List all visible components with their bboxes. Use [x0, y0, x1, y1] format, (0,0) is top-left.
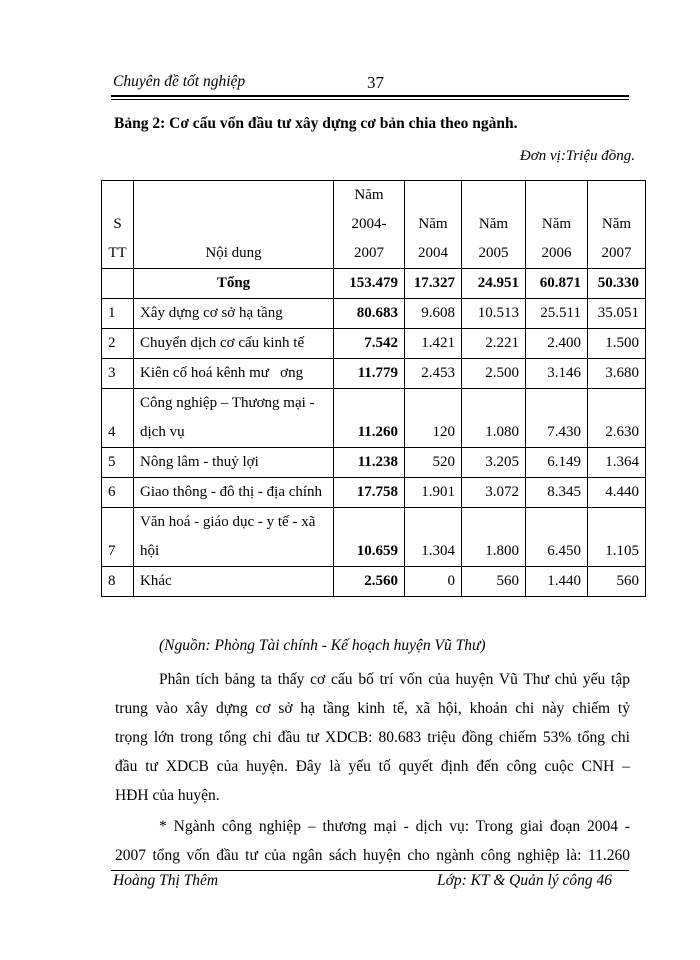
row-total: 2.560 — [334, 567, 405, 597]
footer-rule — [111, 870, 629, 871]
row-2005: 560 — [462, 567, 526, 597]
row-content: Xây dựng cơ sở hạ tầng — [134, 299, 334, 329]
row-2007: 560 — [588, 567, 646, 597]
table-row — [102, 567, 646, 597]
row-2006: 8.345 — [526, 478, 588, 508]
table-row — [102, 299, 646, 329]
row-total: 17.758 — [334, 478, 405, 508]
row-2006: 2.400 — [526, 329, 588, 359]
row-2005: 2.500 — [462, 359, 526, 389]
row-2006: 6.149 — [526, 448, 588, 478]
row-content: Khác — [134, 567, 334, 597]
row-2004: 1.901 — [405, 478, 462, 508]
table-row — [102, 448, 646, 478]
row-2007: 1.500 — [588, 329, 646, 359]
row-stt: 3 — [102, 359, 134, 389]
row-2004: 1.304 — [405, 508, 462, 567]
row-2005: 3.205 — [462, 448, 526, 478]
row-stt: 5 — [102, 448, 134, 478]
row-stt: 8 — [102, 567, 134, 597]
header-year-2005: Năm 2005 — [462, 181, 526, 269]
row-2006: 1.440 — [526, 567, 588, 597]
analysis-paragraph: Phân tích bảng ta thấy cơ cấu bố trí vốn của huyện Vũ Thư chủ yếu tập trung vào xây dựng cơ sở hạ tầng kinh tế, xã hội, khoản chi này chiếm tỷ trọng lớn trong tổng chi đầu tư XDCB: 80.683 triệu đồng chiếm 53% tổng chi đầu tư XDCB của huyện. Đây là yếu tố quyết định đến công cuộc CNH – HĐH của huyện. — [115, 671, 630, 804]
industry-paragraph: * Ngành công nghiệp – thương mại - dịch vụ: Trong giai đoạn 2004 - 2007 tổng vốn đầu tư của ngân sách huyện cho ngành công nghiệp là: 11.260 — [115, 818, 630, 864]
total-label: Tổng — [134, 269, 334, 299]
table-header-row — [102, 181, 646, 269]
header-stt: S TT — [102, 181, 134, 269]
table-row — [102, 359, 646, 389]
header-year-2007: Năm 2007 — [588, 181, 646, 269]
row-content: Giao thông - đô thị - địa chính — [134, 478, 334, 508]
header-year-2006: Năm 2006 — [526, 181, 588, 269]
row-total: 7.542 — [334, 329, 405, 359]
table-source: (Nguồn: Phòng Tài chính - Kế hoạch huyện Vũ Thư) — [159, 637, 486, 654]
header-rule-thick — [111, 95, 629, 97]
page-number: 37 — [367, 73, 384, 92]
row-2005: 1.080 — [462, 389, 526, 448]
unit-label: Đơn vị:Triệu đồng. — [519, 148, 635, 164]
row-2005: 10.513 — [462, 299, 526, 329]
row-content: Văn hoá - giáo dục - y tế - xã hội — [134, 508, 334, 567]
row-2005: 2.221 — [462, 329, 526, 359]
table-title: Bảng 2: Cơ cấu vốn đầu tư xây dựng cơ bản chia theo ngành. — [114, 115, 518, 132]
row-2006: 3.146 — [526, 359, 588, 389]
table-row — [102, 329, 646, 359]
row-stt: 4 — [102, 389, 134, 448]
row-total: 80.683 — [334, 299, 405, 329]
header-content: Nội dung — [134, 181, 334, 269]
row-2007: 35.051 — [588, 299, 646, 329]
row-stt: 1 — [102, 299, 134, 329]
header-document-title: Chuyên đề tốt nghiệp — [113, 73, 246, 90]
row-2007: 1.105 — [588, 508, 646, 567]
row-2007: 3.680 — [588, 359, 646, 389]
row-2007: 1.364 — [588, 448, 646, 478]
footer-class: Lớp: KT & Quản lý công 46 — [437, 872, 613, 889]
row-2004: 0 — [405, 567, 462, 597]
investment-table — [101, 180, 646, 597]
row-stt: 7 — [102, 508, 134, 567]
row-2007: 4.440 — [588, 478, 646, 508]
row-2006: 7.430 — [526, 389, 588, 448]
table-row — [102, 389, 646, 448]
row-stt: 6 — [102, 478, 134, 508]
table-row — [102, 478, 646, 508]
row-content: Chuyển dịch cơ cấu kinh tế — [134, 329, 334, 359]
header-total-2004-2007: Năm 2004- 2007 — [334, 181, 405, 269]
row-2004: 2.453 — [405, 359, 462, 389]
total-2004: 17.327 — [405, 269, 462, 299]
row-2004: 1.421 — [405, 329, 462, 359]
row-2004: 9.608 — [405, 299, 462, 329]
table-row — [102, 508, 646, 567]
row-2004: 120 — [405, 389, 462, 448]
row-2006: 6.450 — [526, 508, 588, 567]
row-2005: 1.800 — [462, 508, 526, 567]
footer-author: Hoàng Thị Thêm — [113, 872, 219, 889]
total-2005: 24.951 — [462, 269, 526, 299]
total-value: 153.479 — [334, 269, 405, 299]
row-total: 11.238 — [334, 448, 405, 478]
row-total: 11.779 — [334, 359, 405, 389]
total-2007: 50.330 — [588, 269, 646, 299]
row-total: 10.659 — [334, 508, 405, 567]
table-total-row — [102, 269, 646, 299]
row-stt: 2 — [102, 329, 134, 359]
row-total: 11.260 — [334, 389, 405, 448]
row-content: Kiên cố hoá kênh mư ơng — [134, 359, 334, 389]
row-2004: 520 — [405, 448, 462, 478]
header-year-2004: Năm 2004 — [405, 181, 462, 269]
row-2005: 3.072 — [462, 478, 526, 508]
row-content: Nông lâm - thuỷ lợi — [134, 448, 334, 478]
row-content: Công nghiệp – Thương mại - dịch vụ — [134, 389, 334, 448]
total-2006: 60.871 — [526, 269, 588, 299]
row-2006: 25.511 — [526, 299, 588, 329]
row-2007: 2.630 — [588, 389, 646, 448]
header-rule-thin — [111, 99, 629, 100]
